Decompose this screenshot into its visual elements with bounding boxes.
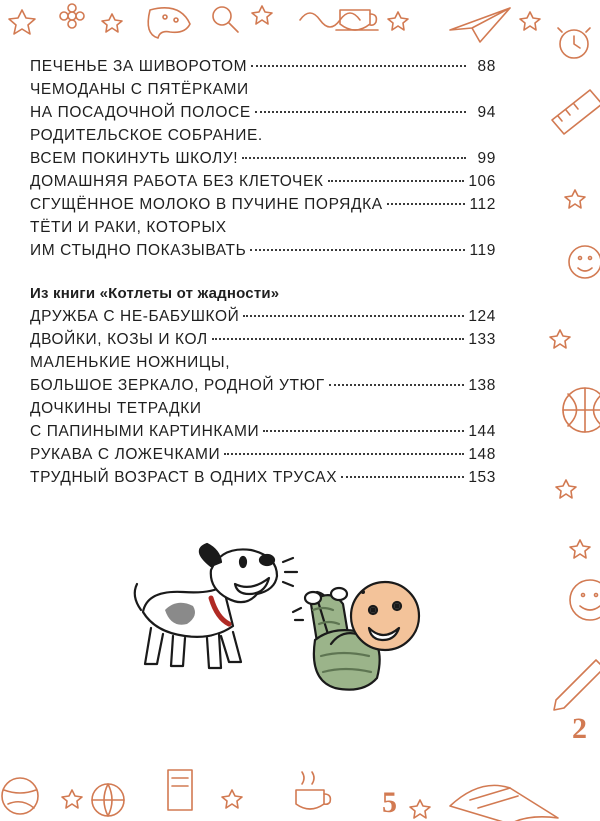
- toc-page-number: 148: [468, 446, 496, 463]
- planet-icon: [2, 778, 38, 814]
- toc-entry-title: С ПАПИНЫМИ КАРТИНКАМИ: [30, 423, 260, 440]
- star-icon: [550, 330, 570, 348]
- dog-and-baby-illustration: [125, 540, 445, 710]
- toc-entry[interactable]: [30, 55, 496, 78]
- alarm-clock-icon: [558, 28, 590, 58]
- open-book-icon: [450, 785, 558, 821]
- smiley-icon: [569, 246, 600, 278]
- toc-page-number: 144: [468, 423, 496, 440]
- toc-page-number: 106: [468, 173, 496, 190]
- magnifier-icon: [213, 7, 238, 32]
- toc-entry-title: ДРУЖБА С НЕ-БАБУШКОЙ: [30, 308, 240, 325]
- toc-entry[interactable]: [30, 124, 496, 170]
- pencil-icon: [554, 660, 600, 710]
- paper-plane-icon: [450, 8, 510, 42]
- star-icon: [62, 790, 82, 808]
- dot-leader: [255, 111, 466, 113]
- toc-entry-title: ВСЕМ ПОКИНУТЬ ШКОЛУ!: [30, 150, 239, 167]
- dot-leader: [263, 430, 464, 432]
- toc-entry-title: МАЛЕНЬКИЕ НОЖНИЦЫ,: [30, 354, 231, 371]
- flower-icon: [60, 4, 84, 28]
- dot-leader: [212, 338, 465, 340]
- basketball-icon: [563, 388, 600, 432]
- toc-entry-title: ТРУДНЫЙ ВОЗРАСТ В ОДНИХ ТРУСАХ: [30, 469, 338, 486]
- toc-entry-title: ДВОЙКИ, КОЗЫ И КОЛ: [30, 331, 208, 348]
- toc-entry[interactable]: [30, 351, 496, 397]
- toc-entry[interactable]: [30, 305, 496, 328]
- smiley-icon: [570, 580, 600, 620]
- toc-page-number: 99: [477, 150, 496, 167]
- dot-leader: [242, 157, 466, 159]
- dot-leader: [387, 203, 466, 205]
- toc-entry[interactable]: [30, 216, 496, 262]
- toc-page-number: 153: [468, 469, 496, 486]
- toc-entry[interactable]: [30, 78, 496, 124]
- star-icon: [388, 12, 408, 30]
- toc-entry-title: ПЕЧЕНЬЕ ЗА ШИВОРОТОМ: [30, 58, 248, 75]
- toc-entry-title: РОДИТЕЛЬСКОЕ СОБРАНИЕ.: [30, 127, 263, 144]
- table-of-contents: [30, 55, 496, 489]
- toc-page-number: 124: [468, 308, 496, 325]
- star-icon: [222, 790, 242, 808]
- toc-page-number: 94: [477, 104, 496, 121]
- toc-entry-title: ТЁТИ И РАКИ, КОТОРЫХ: [30, 219, 227, 236]
- toc-entry[interactable]: [30, 328, 496, 351]
- cup-icon: [336, 10, 378, 30]
- toc-page-number: 119: [469, 242, 496, 259]
- section-heading: Из книги «Котлеты от жадности»: [30, 285, 280, 302]
- coffee-cup-icon: [296, 772, 330, 809]
- dot-leader: [328, 180, 465, 182]
- toc-entry[interactable]: [30, 466, 496, 489]
- toc-entry-title: БОЛЬШОЕ ЗЕРКАЛО, РОДНОЙ УТЮГ: [30, 377, 325, 394]
- toc-entry-title: ИМ СТЫДНО ПОКАЗЫВАТЬ: [30, 242, 247, 259]
- dog-illustration: [135, 544, 297, 668]
- star-icon: [556, 480, 576, 498]
- toc-entry-title: ЧЕМОДАНЫ С ПЯТЁРКАМИ: [30, 81, 249, 98]
- dot-leader: [224, 453, 464, 455]
- toc-entry[interactable]: [30, 193, 496, 216]
- notebook-icon: [552, 90, 600, 134]
- star-icon: [410, 800, 430, 818]
- toc-entry-title: РУКАВА С ЛОЖЕЧКАМИ: [30, 446, 221, 463]
- book-icon: [168, 770, 192, 810]
- toc-entry-title: НА ПОСАДОЧНОЙ ПОЛОСЕ: [30, 104, 251, 121]
- scribble-icon: [300, 13, 360, 27]
- toc-page-number: 112: [469, 196, 496, 213]
- toc-page-number: 88: [477, 58, 496, 75]
- dot-leader: [341, 476, 464, 478]
- star-icon: [565, 190, 585, 208]
- dot-leader: [251, 65, 466, 67]
- star-icon: [252, 6, 272, 24]
- toc-entry[interactable]: [30, 397, 496, 443]
- star-icon: [570, 540, 590, 558]
- dot-leader: [243, 315, 464, 317]
- toc-entry-title: ДОМАШНЯЯ РАБОТА БЕЗ КЛЕТОЧЕК: [30, 173, 324, 190]
- dot-leader: [329, 384, 465, 386]
- paint-palette-icon: [148, 8, 190, 38]
- star-icon: [102, 14, 122, 32]
- baby-illustration: [293, 582, 419, 690]
- decor-number-5: 5: [382, 786, 397, 819]
- toc-page-number: 133: [468, 331, 496, 348]
- toc-entry[interactable]: [30, 170, 496, 193]
- dot-leader: [250, 249, 465, 251]
- decor-number-2: 2: [572, 712, 587, 745]
- globe-icon: [92, 784, 124, 816]
- toc-entry-title: СГУЩЁННОЕ МОЛОКО В ПУЧИНЕ ПОРЯДКА: [30, 196, 383, 213]
- toc-entry-title: ДОЧКИНЫ ТЕТРАДКИ: [30, 400, 202, 417]
- star-icon: [520, 12, 540, 30]
- toc-page-number: 138: [468, 377, 496, 394]
- star-icon: [9, 10, 35, 34]
- toc-entry[interactable]: [30, 443, 496, 466]
